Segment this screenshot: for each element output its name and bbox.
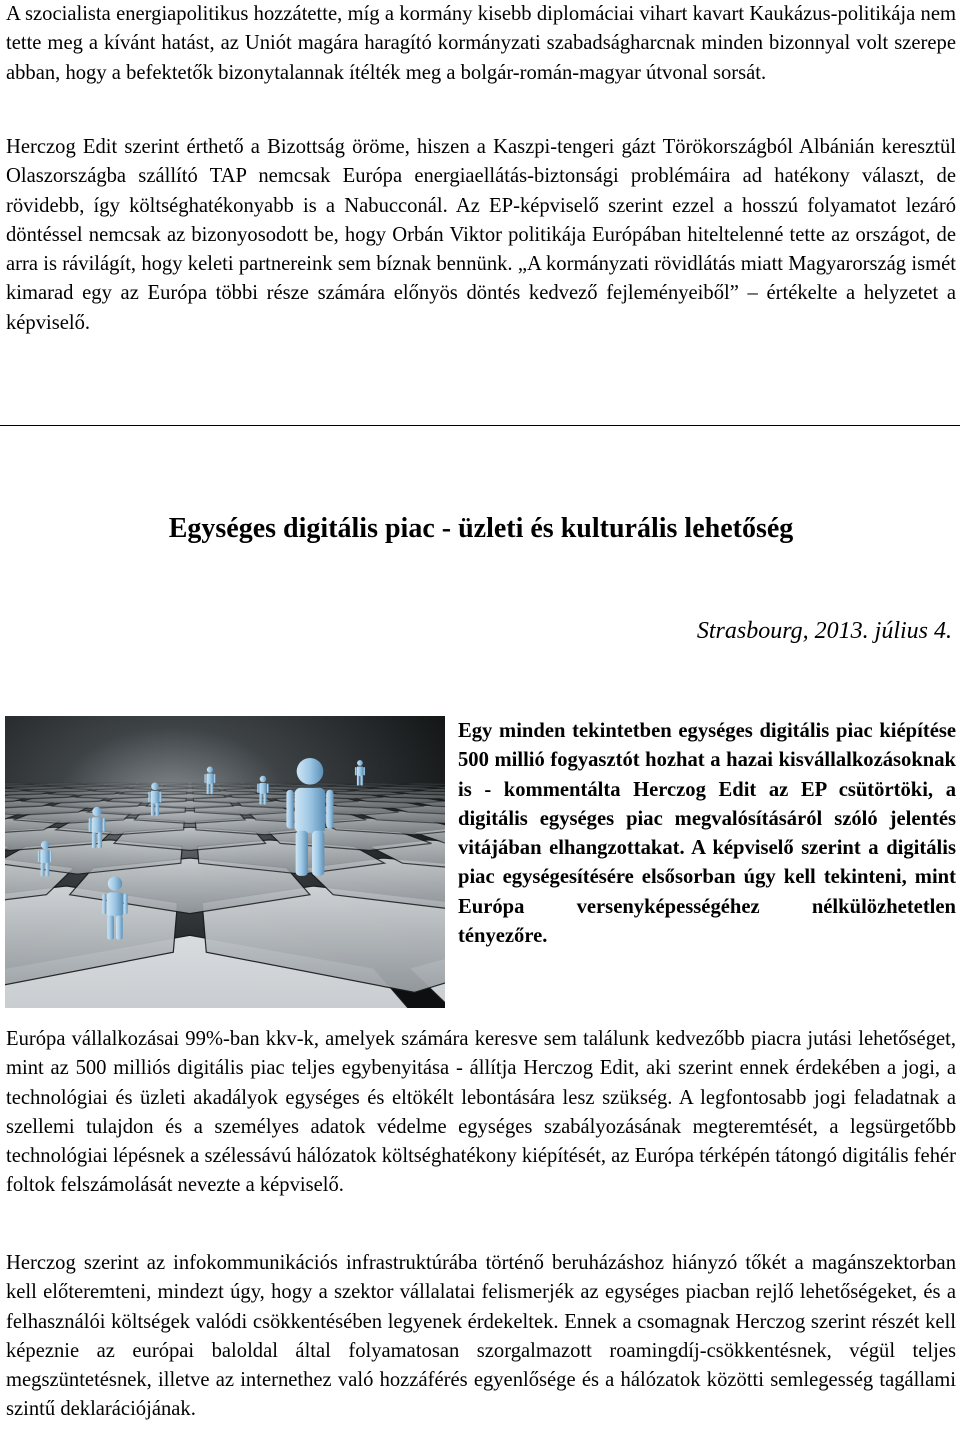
dateline: Strasbourg, 2013. július 4.: [696, 618, 952, 644]
hexagon-floor: [5, 783, 445, 1008]
hexagon-tile: [244, 783, 297, 786]
hexagon-tile: [138, 783, 188, 786]
network-people-illustration: [5, 716, 445, 1008]
hexagon-tile: [28, 783, 83, 786]
article-paragraph-2: Herczog Edit szerint érthető a Bizottság öröme, hiszen a Kaszpi-tengeri gázt Törökországból Albánián keresztül Olaszországba szállító TAP nemcsak Európa energiaellátás-biztonsági problémáira ad hatékony választ, de rövidebb, így költséghatékonyabb is a Nabucconál. Az EP-képviselő szerint ezzel a hosszú folyamatot lezáró döntéssel nemcsak az bizonyosodott be, hogy Orbán Viktor politikája Európában hiteltelenné tette az országot, de arra is rávilágít, hogy keleti partnereink sem bíznak bennünk. „A kormányzati rövidlátás miatt Magyarország ismét kimarad egy az Európa többi része számára előnyös döntés kedvező fejleményeiből” – értékelte a helyzetet a képviselő.: [6, 136, 956, 334]
section-title: Egységes digitális piac - üzleti és kulturális lehetőség: [168, 513, 794, 544]
section-paragraph-2: Herczog szerint az infokommunikációs infrastruktúrába történő beruházáshoz hiányzó tőkét a magánszektorban kell előteremteni, mindezt úgy, hogy a szektor vállalatai felismerjék az egységes piacban rejlő lehetőségeket, és a felhasználói költségek valódi csökkentésében legyenek érdekeltek. Ennek a csomagnak Herczog szerint részét kell képeznie az európai baloldal által folyamatosan szorgalmazott roamingdíj-csökkentésnek, végül teljes megszüntetésnek, illetve az internethez való hozzáférés egyenlősége és a hálózatok közötti semlegesség tagállami szintű deklarációjának.: [6, 1252, 956, 1421]
article-paragraph-1: A szocialista energiapolitikus hozzátette, míg a kormány kisebb diplomáciai vihart kavart Kaukázus-politikája nem tette meg a kívánt hatást, az Uniót magára haragító kormányzati szabadságharcnak minden bizonnyal volt szerepe abban, hogy a befektetők bizonytalannak ítélték meg a bolgár-román-magyar útvonal sorsát.: [6, 3, 956, 84]
hexagon-tile: [83, 783, 136, 786]
section-divider: [0, 425, 960, 426]
lead-paragraph: Egy minden tekintetben egységes digitális piac kiépítése 500 millió fogyasztót hozhat a hazai kisvállalkozásoknak is - kommentálta Herczog Edit az EP csütörtöki, a digitális egységes piac megvalósításáról szóló jelentés vitájában elhangzottakat. A képviselő szerint a digitális piac egységesítésére elsősorban úgy kell tekinteni, mint Európa versenyképességéhez nélkülözhetetlen tényezőre.: [458, 720, 956, 948]
hexagon-tile: [192, 783, 242, 786]
section-paragraph-1: Európa vállalkozásai 99%-ban kkv-k, amelyek számára keresve sem találunk kedvezőbb piacra jutási lehetőséget, mint az 500 milliós digitális piac teljes egybenyitása - állítja Herczog Edit, aki szerint ennek érdekében a jogi, a technológiai és üzleti akadályok egységes és eltökélt lebontására lesz szükség. A legfontosabb jogi feladatnak a szellemi tulajdon és a személyes adatok védelme egységes szabályozásának megteremtését, a legsürgetőbb technológiai lépésnek a szélessávú hálózatok költséghatékony kiépítését, az Európa térképén tátongó digitális fehér foltok felszámolását nevezte a képviselő.: [6, 1028, 956, 1197]
